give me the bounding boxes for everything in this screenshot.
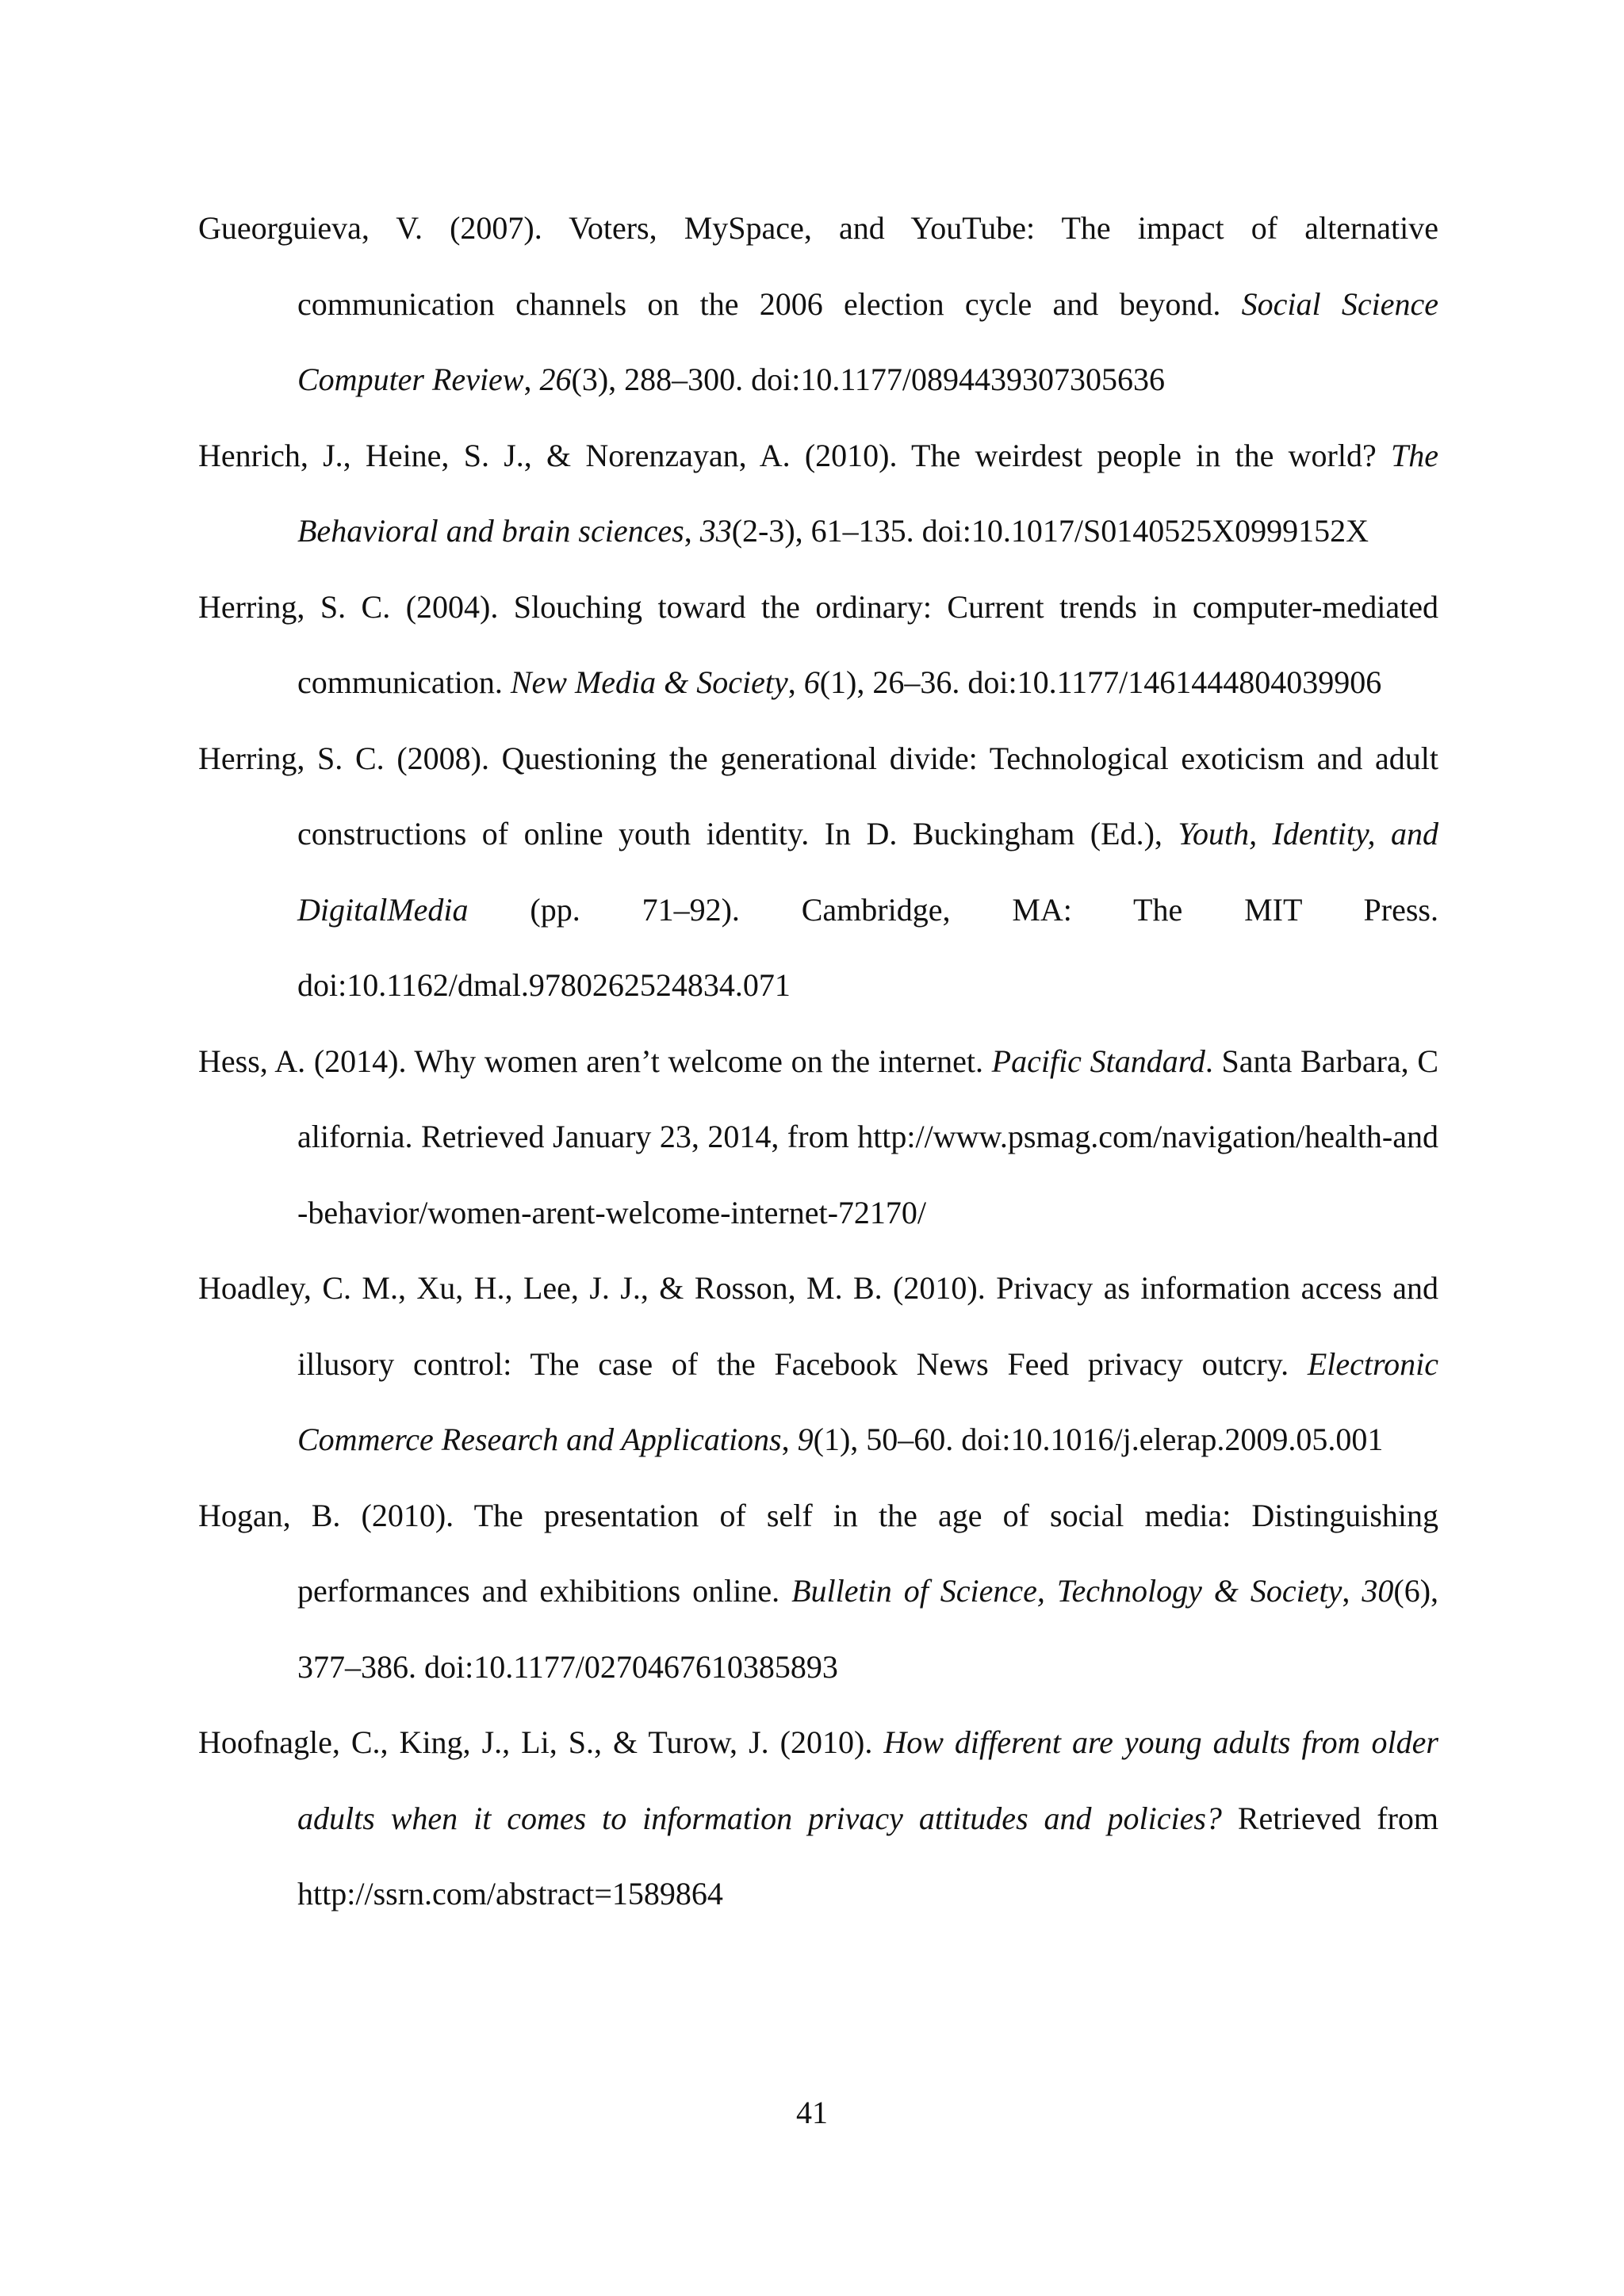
reference-entry-herring-2004 <box>198 569 1438 721</box>
ref-text: , <box>684 513 700 549</box>
ref-text: Hoofnagle, C., King, J., Li, S., & Turow, J. (2010). <box>198 1724 884 1760</box>
ref-text: Hogan, B. (2010). The presentation of self in the age of social media: Distinguishing performances and exhibitions online. <box>198 1497 1438 1609</box>
ref-text: . Santa Barbara, California. Retrieved January 23, 2014, from http://www.psmag.com/navigation/health-and-behavior/women-arent-welcome-internet-72170/ <box>297 1043 1439 1230</box>
page-number: 41 <box>796 2095 828 2130</box>
ref-text: Henrich, J., Heine, S. J., & Norenzayan, A. (2010). The weirdest people in the world? <box>198 437 1391 473</box>
ref-journal-title: New Media & Society <box>510 664 788 700</box>
ref-text: (1), 50–60. doi:10.1016/j.elerap.2009.05.001 <box>813 1422 1384 1457</box>
ref-journal-title: Social Science Computer Review <box>297 285 1439 397</box>
ref-journal-title: Bulletin of Science, Technology & Society <box>791 1573 1342 1609</box>
ref-volume: 33 <box>699 513 732 549</box>
ref-text: (3), 288–300. doi:10.1177/0894439307305636 <box>571 362 1165 397</box>
ref-volume: 26 <box>539 362 572 397</box>
ref-report-title: How different are young adults from older adults when it comes to information privacy attitudes and policies? <box>297 1724 1438 1836</box>
reference-entry-henrich-2010 <box>198 418 1438 569</box>
ref-text: , <box>787 664 804 700</box>
reference-list <box>198 190 1438 1932</box>
ref-journal-title: The Behavioral and brain sciences <box>297 437 1438 549</box>
ref-text: Herring, S. C. (2008). Questioning the generational divide: Technological exoticism and adult constructions of online youth identity. In D. Buckingham (Ed.), <box>198 740 1438 851</box>
ref-text: Retrieved from http://ssrn.com/abstract=1589864 <box>297 1800 1439 1911</box>
ref-text: Hoadley, C. M., Xu, H., Lee, J. J., & Rosson, M. B. (2010). Privacy as information access and illusory control: The case of the Facebook News Feed privacy outcry. <box>198 1270 1438 1382</box>
ref-text: (2-3), 61–135. doi:10.1017/S0140525X0999152X <box>731 513 1369 549</box>
ref-text: , <box>1342 1573 1362 1609</box>
ref-text: (1), 26–36. doi:10.1177/1461444804039906 <box>819 664 1382 700</box>
reference-entry-hoadley-2010 <box>198 1250 1438 1478</box>
ref-publication-title: Pacific Standard <box>991 1043 1205 1079</box>
ref-text: (pp. 71–92). Cambridge, MA: The MIT Press. doi:10.1162/dmal.9780262524834.071 <box>297 891 1438 1003</box>
reference-entry-hess-2014 <box>198 1024 1438 1251</box>
ref-text: , <box>781 1422 798 1457</box>
ref-volume: 9 <box>797 1422 814 1457</box>
ref-text: Herring, S. C. (2004). Slouching toward the ordinary: Current trends in computer-mediated communication. <box>198 588 1438 700</box>
ref-text: (6), 377–386. doi:10.1177/0270467610385893 <box>297 1573 1439 1685</box>
ref-volume: 30 <box>1362 1573 1394 1609</box>
ref-journal-title: Electronic Commerce Research and Applications <box>297 1345 1438 1457</box>
ref-text: Hess, A. (2014). Why women aren’t welcome on the internet. <box>198 1043 992 1079</box>
reference-entry-gueorguieva-2007 <box>198 190 1438 418</box>
ref-volume: 6 <box>803 664 820 700</box>
ref-text: , <box>523 362 540 397</box>
reference-entry-hoofnagle-2010 <box>198 1705 1438 1932</box>
ref-book-title: Youth, Identity, and DigitalMedia <box>297 816 1438 928</box>
reference-entry-herring-2008 <box>198 721 1438 1024</box>
reference-entry-hogan-2010 <box>198 1478 1438 1705</box>
ref-text: Gueorguieva, V. (2007). Voters, MySpace, and YouTube: The impact of alternative communication channels on the 2006 election cycle and beyond. <box>198 210 1438 322</box>
